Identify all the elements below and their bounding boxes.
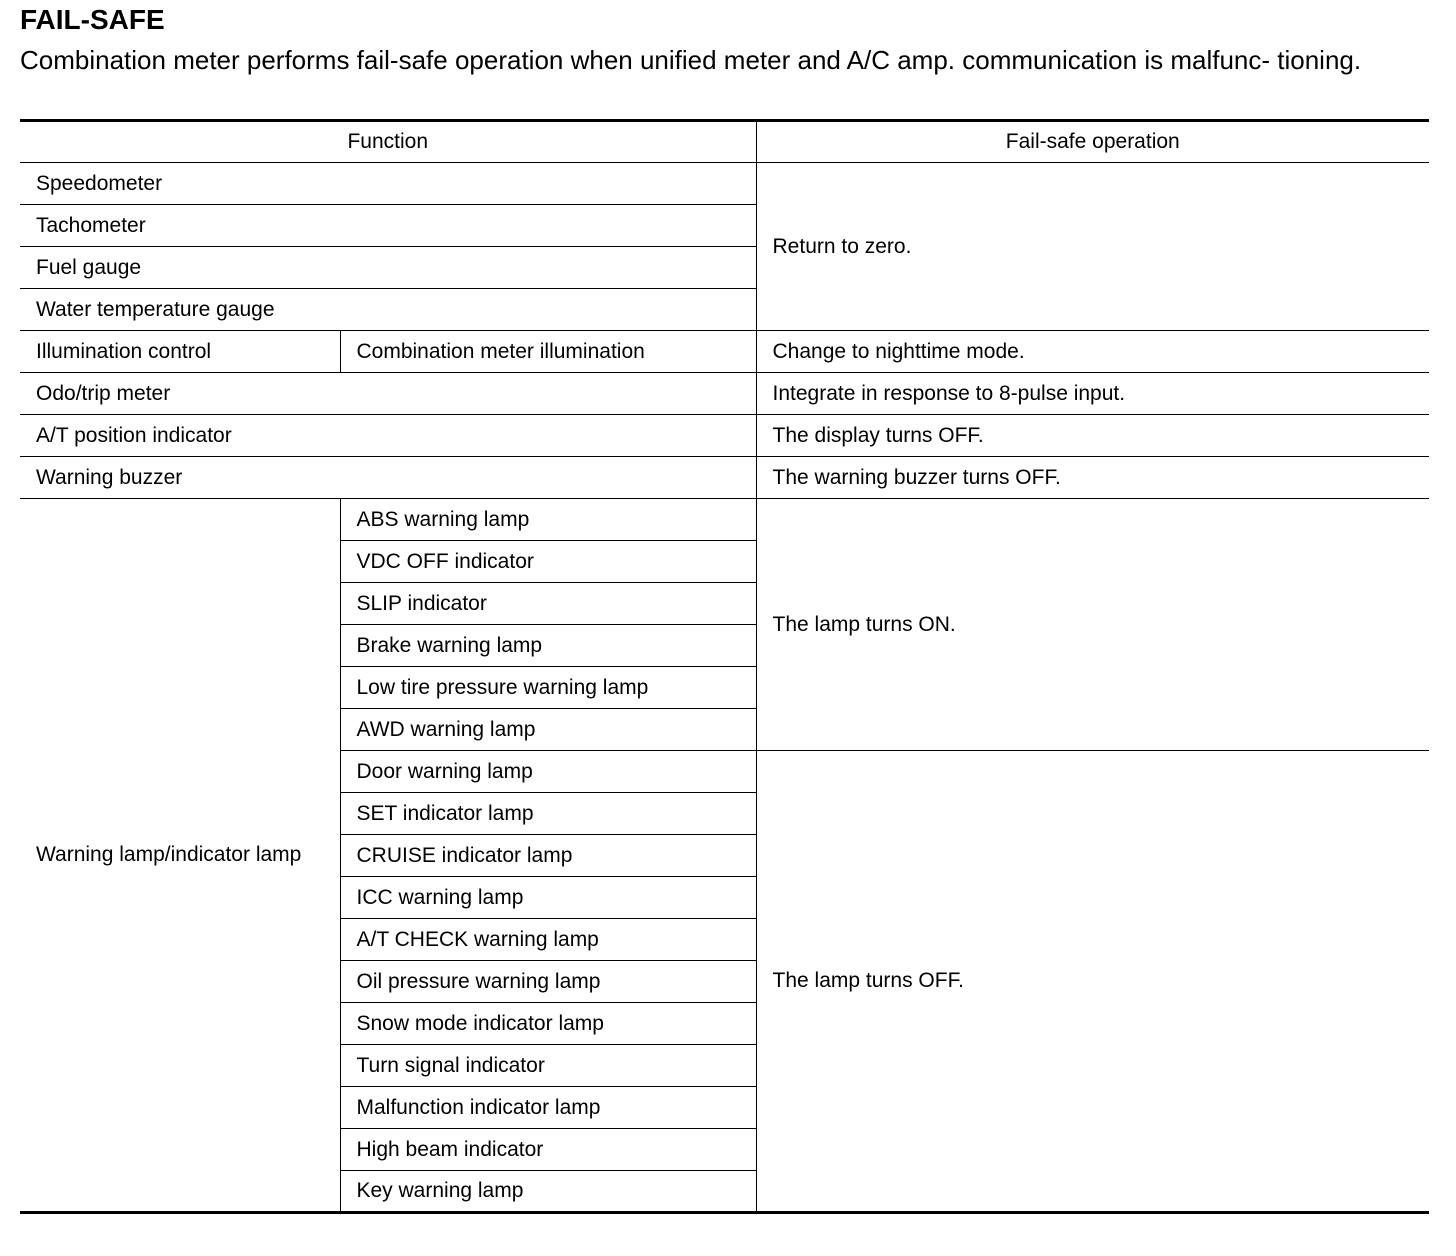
lamp-cell: A/T CHECK warning lamp	[340, 919, 756, 961]
operation-cell: Return to zero.	[756, 163, 1429, 331]
section-heading: FAIL-SAFE	[20, 4, 165, 35]
lamp-cell: ICC warning lamp	[340, 877, 756, 919]
function-cell: Odo/trip meter	[20, 373, 756, 415]
function-cell: Illumination control	[20, 331, 340, 373]
lamp-cell: Low tire pressure warning lamp	[340, 667, 756, 709]
lamp-cell: AWD warning lamp	[340, 709, 756, 751]
table-row	[20, 499, 1429, 541]
lamp-cell: Brake warning lamp	[340, 625, 756, 667]
lamp-cell: Oil pressure warning lamp	[340, 961, 756, 1003]
lamp-cell: High beam indicator	[340, 1129, 756, 1171]
lamp-group-cell: Warning lamp/indicator lamp	[20, 499, 340, 1213]
table-header-row	[20, 121, 1429, 163]
table-row	[20, 331, 1429, 373]
lamp-cell: SET indicator lamp	[340, 793, 756, 835]
lamp-cell: Malfunction indicator lamp	[340, 1087, 756, 1129]
sub-function-cell: Combination meter illumination	[340, 331, 756, 373]
header-fail-safe-operation: Fail-safe operation	[756, 121, 1429, 163]
table-row	[20, 415, 1429, 457]
operation-cell: The display turns OFF.	[756, 415, 1429, 457]
operation-cell: Change to nighttime mode.	[756, 331, 1429, 373]
fail-safe-table	[20, 119, 1429, 1214]
header-function: Function	[20, 121, 756, 163]
function-cell: A/T position indicator	[20, 415, 756, 457]
operation-cell: The warning buzzer turns OFF.	[756, 457, 1429, 499]
function-cell: Water temperature gauge	[20, 289, 756, 331]
operation-cell: The lamp turns ON.	[756, 499, 1429, 751]
lamp-cell: Snow mode indicator lamp	[340, 1003, 756, 1045]
lamp-cell: Key warning lamp	[340, 1171, 756, 1213]
lamp-cell: Door warning lamp	[340, 751, 756, 793]
lamp-cell: VDC OFF indicator	[340, 541, 756, 583]
function-cell: Speedometer	[20, 163, 756, 205]
table-row	[20, 373, 1429, 415]
lamp-cell: ABS warning lamp	[340, 499, 756, 541]
operation-cell: The lamp turns OFF.	[756, 751, 1429, 1213]
table-row	[20, 457, 1429, 499]
lamp-cell: SLIP indicator	[340, 583, 756, 625]
lamp-cell: CRUISE indicator lamp	[340, 835, 756, 877]
function-cell: Tachometer	[20, 205, 756, 247]
intro-paragraph: Combination meter performs fail-safe operation when unified meter and A/C amp. communication is malfunc- tioning.	[20, 45, 1362, 75]
function-cell: Fuel gauge	[20, 247, 756, 289]
function-cell: Warning buzzer	[20, 457, 756, 499]
lamp-cell: Turn signal indicator	[340, 1045, 756, 1087]
table-row	[20, 163, 1429, 205]
operation-cell: Integrate in response to 8-pulse input.	[756, 373, 1429, 415]
